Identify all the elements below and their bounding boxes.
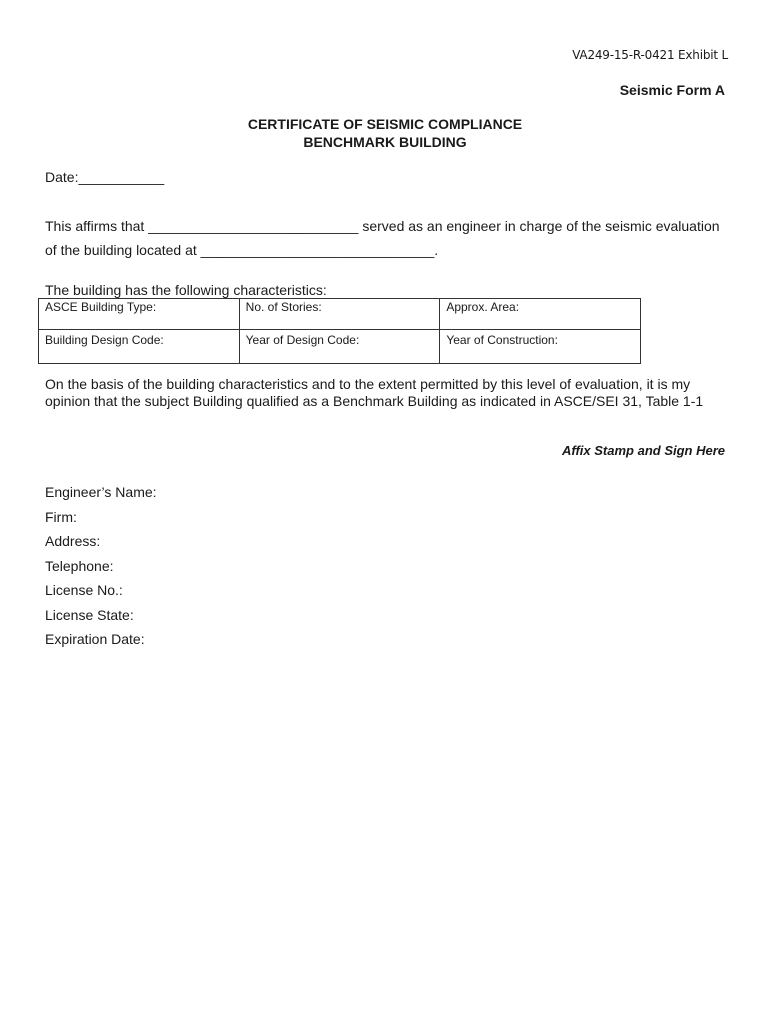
affix-stamp-label: Affix Stamp and Sign Here	[561, 443, 725, 458]
affirmation-line-1: This affirms that ___________________________ served as an engineer in charge of the seismic evaluation	[45, 218, 720, 234]
table-cell: No. of Stories:	[239, 299, 440, 330]
license-no-field: License No.:	[45, 582, 123, 598]
title-line-1: CERTIFICATE OF SEISMIC COMPLIANCE	[247, 116, 523, 132]
firm-field: Firm:	[45, 508, 77, 525]
building-characteristics-table	[38, 298, 641, 364]
address-field: Address:	[45, 533, 101, 549]
exhibit-label: VA249-15-R-0421 Exhibit L	[572, 48, 728, 62]
expiration-date-field: Expiration Date:	[45, 631, 145, 647]
table-cell: ASCE Building Type:	[39, 299, 240, 330]
engineer-info-list	[45, 484, 157, 656]
form-label: Seismic Form A	[619, 82, 725, 98]
table-cell: Approx. Area:	[440, 299, 641, 330]
date-field: Date:___________	[45, 169, 165, 185]
engineer-name-field: Engineer’s Name:	[45, 484, 157, 500]
title-line-2: BENCHMARK BUILDING	[303, 134, 467, 150]
table-row	[39, 330, 641, 364]
telephone-field: Telephone:	[45, 557, 114, 574]
license-state-field: License State:	[45, 606, 134, 623]
table-row	[39, 299, 641, 330]
table-cell: Year of Design Code:	[239, 330, 440, 364]
characteristics-intro: The building has the following characteristics:	[45, 282, 327, 298]
basis-paragraph: On the basis of the building characteristics and to the extent permitted by this level of evaluation, it is my opinion that the subject Building qualified as a Benchmark Building as indicated in ASCE/SEI 31, Table 1-1	[45, 376, 704, 409]
table-cell: Year of Construction:	[440, 330, 641, 364]
document-title	[0, 115, 770, 151]
affirmation-line-2: of the building located at ______________________________.	[45, 242, 439, 258]
table-cell: Building Design Code:	[39, 330, 240, 364]
